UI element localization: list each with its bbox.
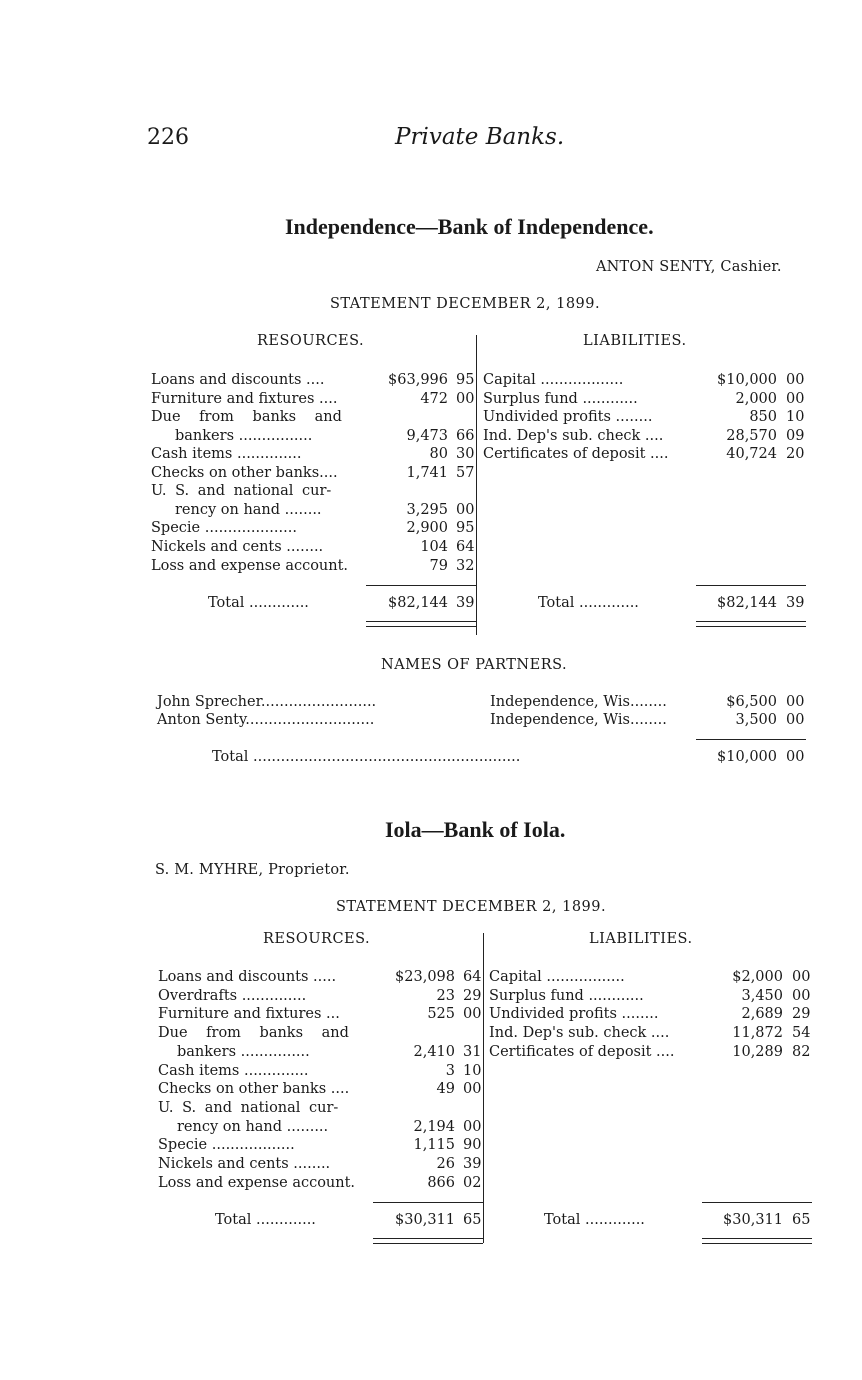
liability-amount: 3,450 (741, 988, 783, 1004)
bank1-liabilities-double-rule (696, 621, 806, 627)
resource-label: Loss and expense account. (151, 558, 349, 574)
bank1-resource-row (151, 538, 476, 557)
bank2-resources-total-rule (373, 1202, 483, 1203)
resource-amount: 2,900 (406, 520, 448, 536)
partner-place: Independence, Wis........ (490, 694, 667, 710)
liability-cents: 00 (792, 988, 811, 1004)
resource-amount: 104 (420, 539, 448, 555)
bank1-liabilities-total (483, 594, 806, 613)
bank2-liability-row (489, 987, 812, 1006)
bank1-resource-row (151, 464, 476, 483)
partner-amount: $6,500 (726, 694, 777, 710)
liability-amount: 10,289 (732, 1044, 783, 1060)
resource-cents: 57 (456, 465, 475, 481)
liability-amount: $10,000 (717, 372, 777, 388)
liability-label: Certificates of deposit .... (483, 446, 669, 462)
bank1-liability-row (483, 390, 806, 409)
total-amount: $30,311 (723, 1212, 783, 1228)
partner-name: Anton Senty............................ (157, 712, 375, 728)
bank2-resource-row (158, 1099, 483, 1118)
bank2-liabilities-total (489, 1211, 812, 1230)
bank2-resources-heading: RESOURCES. (263, 931, 371, 947)
resource-amount: 2,410 (413, 1044, 455, 1060)
bank2-resource-row (158, 1136, 483, 1155)
bank2-liabilities-total-rule (702, 1202, 812, 1203)
resource-cents: 02 (463, 1175, 482, 1191)
liability-cents: 29 (792, 1006, 811, 1022)
bank1-resources-total-rule (366, 585, 476, 586)
resource-amount: 80 (429, 446, 448, 462)
resource-cents: 64 (456, 539, 475, 555)
resource-label: rency on hand ......... (177, 1119, 329, 1135)
resource-label: bankers ............... (177, 1044, 310, 1060)
liability-label: Capital ................. (489, 969, 625, 985)
resource-cents: 10 (463, 1063, 482, 1079)
total-label: Total .......................................................... (212, 749, 521, 765)
total-label: Total ............. (215, 1212, 316, 1228)
liability-label: Certificates of deposit .... (489, 1044, 675, 1060)
bank1-liability-row (483, 445, 806, 464)
liability-amount: 28,570 (726, 428, 777, 444)
liability-amount: 2,689 (741, 1006, 783, 1022)
liability-label: Surplus fund ............ (483, 391, 638, 407)
resource-label: U. S. and national cur- (151, 483, 332, 499)
resource-amount: 26 (436, 1156, 455, 1172)
resource-label: Furniture and fixtures .... (151, 391, 338, 407)
resource-cents: 31 (463, 1044, 482, 1060)
liability-label: Ind. Dep's sub. check .... (489, 1025, 670, 1041)
resource-label: Due from banks and (151, 409, 342, 425)
bank2-resource-row (158, 1080, 483, 1099)
bank1-resources-double-rule (366, 621, 476, 627)
resource-label: Loans and discounts ..... (158, 969, 337, 985)
resource-cents: 39 (463, 1156, 482, 1172)
liability-label: Ind. Dep's sub. check .... (483, 428, 664, 444)
total-amount: $30,311 (395, 1212, 455, 1228)
bank2-liability-row (489, 1043, 812, 1062)
liability-amount: 11,872 (732, 1025, 783, 1041)
liability-amount: 850 (749, 409, 777, 425)
bank2-resources-double-rule (373, 1238, 483, 1244)
bank2-resource-row (158, 987, 483, 1006)
bank1-resources-total (151, 594, 476, 613)
resource-amount: 525 (427, 1006, 455, 1022)
resource-cents: 29 (463, 988, 482, 1004)
resource-amount: 866 (427, 1175, 455, 1191)
resource-label: Loss and expense account. (158, 1175, 356, 1191)
resource-amount: $23,098 (395, 969, 455, 985)
resource-cents: 30 (456, 446, 475, 462)
liability-cents: 82 (792, 1044, 811, 1060)
partner-cents: 00 (786, 712, 805, 728)
resource-label: Specie .................. (158, 1137, 295, 1153)
partner-cents: 00 (786, 694, 805, 710)
total-cents: 65 (463, 1212, 482, 1228)
bank2-resource-row (158, 1174, 483, 1193)
total-label: Total ............. (538, 595, 639, 611)
bank1-resources-heading: RESOURCES. (257, 333, 365, 349)
total-amount: $82,144 (717, 595, 777, 611)
total-amount: $82,144 (388, 595, 448, 611)
liability-label: Capital .................. (483, 372, 624, 388)
liability-cents: 00 (786, 372, 805, 388)
resource-amount: 1,741 (406, 465, 448, 481)
resource-amount: 2,194 (413, 1119, 455, 1135)
resource-label: bankers ................ (175, 428, 313, 444)
resource-label: Loans and discounts .... (151, 372, 325, 388)
partner-row (157, 693, 806, 712)
resource-label: Checks on other banks.... (151, 465, 338, 481)
resource-amount: 3,295 (406, 502, 448, 518)
bank2-title: Iola—Bank of Iola. (385, 817, 566, 842)
bank2-resource-row (158, 1118, 483, 1137)
liability-cents: 09 (786, 428, 805, 444)
bank2-statement-date: STATEMENT DECEMBER 2, 1899. (336, 899, 607, 915)
liability-amount: 2,000 (735, 391, 777, 407)
bank2-resource-row (158, 968, 483, 987)
partner-place: Independence, Wis........ (490, 712, 667, 728)
resource-cents: 00 (463, 1006, 482, 1022)
resource-amount: 23 (436, 988, 455, 1004)
total-cents: 39 (786, 595, 805, 611)
resource-label: Checks on other banks .... (158, 1081, 350, 1097)
liability-cents: 54 (792, 1025, 811, 1041)
total-cents: 65 (792, 1212, 811, 1228)
resource-label: Due from banks and (158, 1025, 349, 1041)
bank1-resource-row (151, 519, 476, 538)
liability-cents: 00 (786, 391, 805, 407)
total-label: Total ............. (208, 595, 309, 611)
bank2-resource-row (158, 1155, 483, 1174)
total-cents: 00 (786, 749, 805, 765)
resource-amount: 79 (429, 558, 448, 574)
resource-cents: 00 (463, 1119, 482, 1135)
running-head: Private Banks. (395, 124, 565, 150)
resource-label: Cash items .............. (158, 1063, 309, 1079)
partners-heading: NAMES OF PARTNERS. (381, 657, 568, 673)
liability-amount: 40,724 (726, 446, 777, 462)
resource-amount: 49 (436, 1081, 455, 1097)
bank1-resource-row (151, 557, 476, 576)
bank2-liability-row (489, 968, 812, 987)
bank1-resource-row (151, 390, 476, 409)
resource-cents: 00 (463, 1081, 482, 1097)
bank1-resource-row (151, 482, 476, 501)
bank2-resource-row (158, 1005, 483, 1024)
partner-name: John Sprecher......................... (157, 694, 377, 710)
liability-label: Undivided profits ........ (489, 1006, 659, 1022)
resource-cents: 00 (456, 391, 475, 407)
resource-amount: 3 (445, 1063, 455, 1079)
bank2-liabilities-heading: LIABILITIES. (589, 931, 693, 947)
bank1-liability-row (483, 371, 806, 390)
resource-cents: 64 (463, 969, 482, 985)
resource-amount: $63,996 (388, 372, 448, 388)
partners-total (157, 748, 806, 767)
resource-label: U. S. and national cur- (158, 1100, 339, 1116)
resource-label: Nickels and cents ........ (151, 539, 324, 555)
liability-cents: 00 (792, 969, 811, 985)
partner-row (157, 711, 806, 730)
bank1-column-divider (476, 335, 477, 635)
bank1-liability-row (483, 408, 806, 427)
bank2-officer: S. M. MYHRE, Proprietor. (155, 862, 350, 878)
resource-cents: 00 (456, 502, 475, 518)
partner-amount: 3,500 (735, 712, 777, 728)
bank2-column-divider (483, 933, 484, 1243)
resource-amount: 1,115 (413, 1137, 455, 1153)
bank2-resource-row (158, 1024, 483, 1043)
resource-label: Furniture and fixtures ... (158, 1006, 340, 1022)
bank1-liabilities-total-rule (696, 585, 806, 586)
bank1-resource-row (151, 427, 476, 446)
bank2-liability-row (489, 1024, 812, 1043)
bank2-resources-total (158, 1211, 483, 1230)
bank1-title: Independence—Bank of Independence. (285, 214, 654, 239)
bank1-officer: ANTON SENTY, Cashier. (596, 259, 782, 275)
bank2-liabilities-double-rule (702, 1238, 812, 1244)
total-cents: 39 (456, 595, 475, 611)
resource-label: Specie .................... (151, 520, 297, 536)
liability-cents: 20 (786, 446, 805, 462)
partners-total-rule (696, 739, 806, 740)
total-label: Total ............. (544, 1212, 645, 1228)
bank1-resource-row (151, 371, 476, 390)
resource-amount: 472 (420, 391, 448, 407)
bank1-liability-row (483, 427, 806, 446)
resource-label: Nickels and cents ........ (158, 1156, 331, 1172)
resource-amount: 9,473 (406, 428, 448, 444)
resource-label: rency on hand ........ (175, 502, 322, 518)
liability-amount: $2,000 (732, 969, 783, 985)
liability-cents: 10 (786, 409, 805, 425)
resource-cents: 66 (456, 428, 475, 444)
resource-label: Overdrafts .............. (158, 988, 307, 1004)
resource-cents: 32 (456, 558, 475, 574)
bank2-resource-row (158, 1062, 483, 1081)
bank1-resource-row (151, 445, 476, 464)
bank1-resource-row (151, 501, 476, 520)
bank2-resource-row (158, 1043, 483, 1062)
bank1-statement-date: STATEMENT DECEMBER 2, 1899. (330, 296, 601, 312)
bank1-liabilities-heading: LIABILITIES. (583, 333, 687, 349)
resource-cents: 95 (456, 520, 475, 536)
resource-label: Cash items .............. (151, 446, 302, 462)
bank2-liability-row (489, 1005, 812, 1024)
liability-label: Surplus fund ............ (489, 988, 644, 1004)
liability-label: Undivided profits ........ (483, 409, 653, 425)
bank1-resource-row (151, 408, 476, 427)
page-number: 226 (147, 125, 189, 150)
total-amount: $10,000 (717, 749, 777, 765)
resource-cents: 95 (456, 372, 475, 388)
resource-cents: 90 (463, 1137, 482, 1153)
